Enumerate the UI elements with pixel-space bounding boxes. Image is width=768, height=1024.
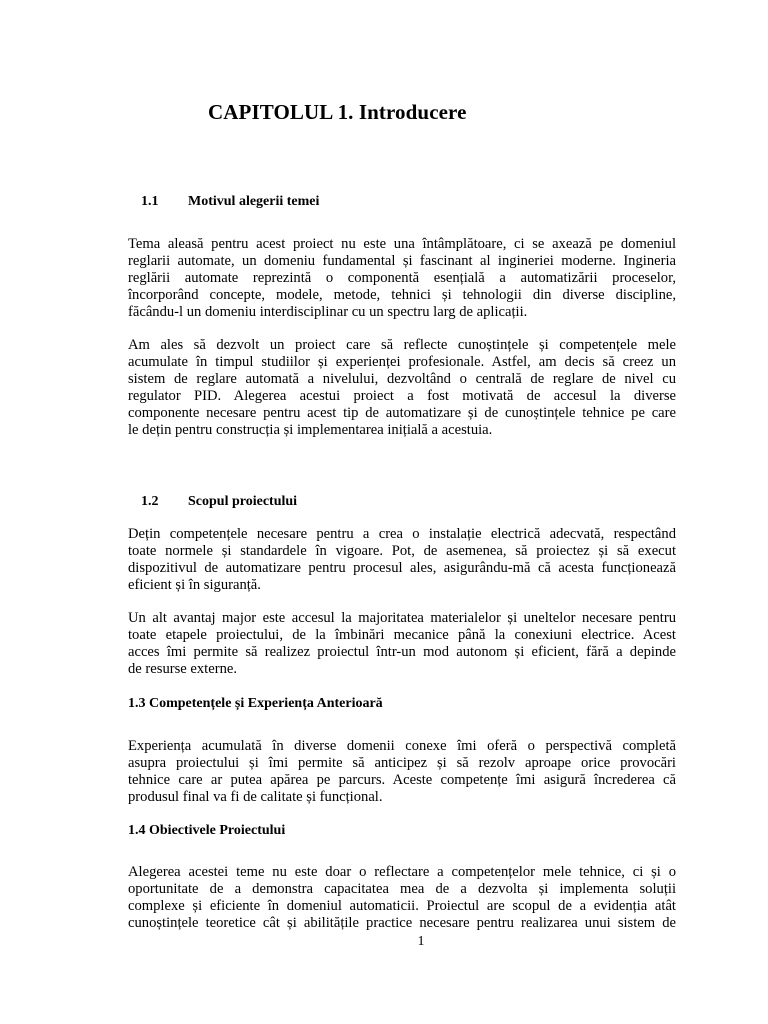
text-line: regulator PID. Alegerea acestui proiect a fost motivată de accesul la diverse xyxy=(128,387,676,404)
text-line: tehnice care ar putea apărea pe parcurs. Aceste competențe îmi asigură încrederea că xyxy=(128,771,676,788)
text-line: Un alt avantaj major este accesul la majoritatea materialelor și uneltelor necesare pentru xyxy=(128,610,676,626)
section-heading-1-4: 1.4 Obiectivele Proiectului xyxy=(128,823,286,838)
section-title: Scopul proiectului xyxy=(188,494,298,509)
section-number: 1.2 xyxy=(141,494,159,509)
text-line: componente necesare pentru acest tip de automatizare și de cunoștințele tehnice pe care xyxy=(128,404,676,421)
paragraph xyxy=(128,610,676,678)
text-line: Alegerea acestei teme nu este doar o reflectare a competențelor mele tehnice, ci și o xyxy=(128,864,676,880)
text-line: cunoștințele teoretice cât și abilitățile practice necesare pentru realizarea unui sistem de xyxy=(128,914,676,931)
paragraph xyxy=(128,236,676,321)
text-line: făcându-l un domeniu interdisciplinar cu un spectru larg de aplicații. xyxy=(128,303,528,320)
text-line: Am ales să dezvolt un proiect care să reflecte cunoștințele și competențele mele xyxy=(128,337,676,353)
text-line: eficient și în siguranță. xyxy=(128,576,261,593)
text-line: încorporând concepte, modele, metode, tehnici și tehnologii din diverse discipline, xyxy=(128,286,676,303)
text-line: reglării automate reprezintă o componentă esențială a automatizării proceselor, xyxy=(128,269,676,286)
text-line: produsul final va fi de calitate și funcțional. xyxy=(128,788,383,805)
text-line: reglarii automate, un domeniu fundamental și fascinant al ingineriei moderne. Ingineria xyxy=(128,252,676,269)
section-heading-1-2 xyxy=(141,494,297,510)
section-number: 1.1 xyxy=(141,194,159,209)
section-heading-1-1 xyxy=(141,194,319,210)
section-heading-1-3: 1.3 Competențele și Experiența Anterioară xyxy=(128,696,383,711)
text-line: de resurse externe. xyxy=(128,660,237,677)
paragraph xyxy=(128,526,676,594)
text-line: dispozitivul de automatizare pentru procesul ales, asigurându-mă că acesta funcționează xyxy=(128,559,676,576)
text-line: asupra proiectului și îmi permite să anticipez și să rezolv aproape orice provocări xyxy=(128,754,676,771)
text-line: oportunitate de a demonstra capacitatea mea de a dezvolta și implementa soluții xyxy=(128,880,676,897)
paragraph xyxy=(128,337,676,438)
text-line: acumulate în timpul studiilor și experienței profesionale. Astfel, am decis să creez un xyxy=(128,353,676,370)
text-line: Tema aleasă pentru acest proiect nu este una întâmplătoare, ci se axează pe domeniul xyxy=(128,236,676,252)
text-line: sistem de reglare automată a nivelului, dezvoltând o centrală de reglare de nivel cu xyxy=(128,370,676,387)
text-line: Dețin competențele necesare pentru a crea o instalație electrică adecvată, respectând xyxy=(128,526,676,542)
chapter-title: CAPITOLUL 1. Introducere xyxy=(208,100,467,124)
paragraph xyxy=(128,864,676,932)
text-line: le dețin pentru construcția și implementarea inițială a acestuia. xyxy=(128,421,493,438)
text-line: acces îmi permite să realizez proiectul într-un mod autonom și eficient, fără a depinde xyxy=(128,643,676,660)
section-title: Motivul alegerii temei xyxy=(188,194,320,209)
text-line: toate etapele proiectului, de la îmbinări mecanice până la conexiuni electrice. Acest xyxy=(128,626,676,643)
text-line: complexe și eficiente în domeniul automaticii. Proiectul are scopul de a evidenția atât xyxy=(128,897,676,914)
page-number: 1 xyxy=(417,934,425,949)
text-line: toate normele și standardele în vigoare. Pot, de asemenea, să proiectez și să execut xyxy=(128,542,676,559)
paragraph xyxy=(128,738,676,806)
text-line: Experiența acumulată în diverse domenii conexe îmi oferă o perspectivă completă xyxy=(128,738,676,754)
